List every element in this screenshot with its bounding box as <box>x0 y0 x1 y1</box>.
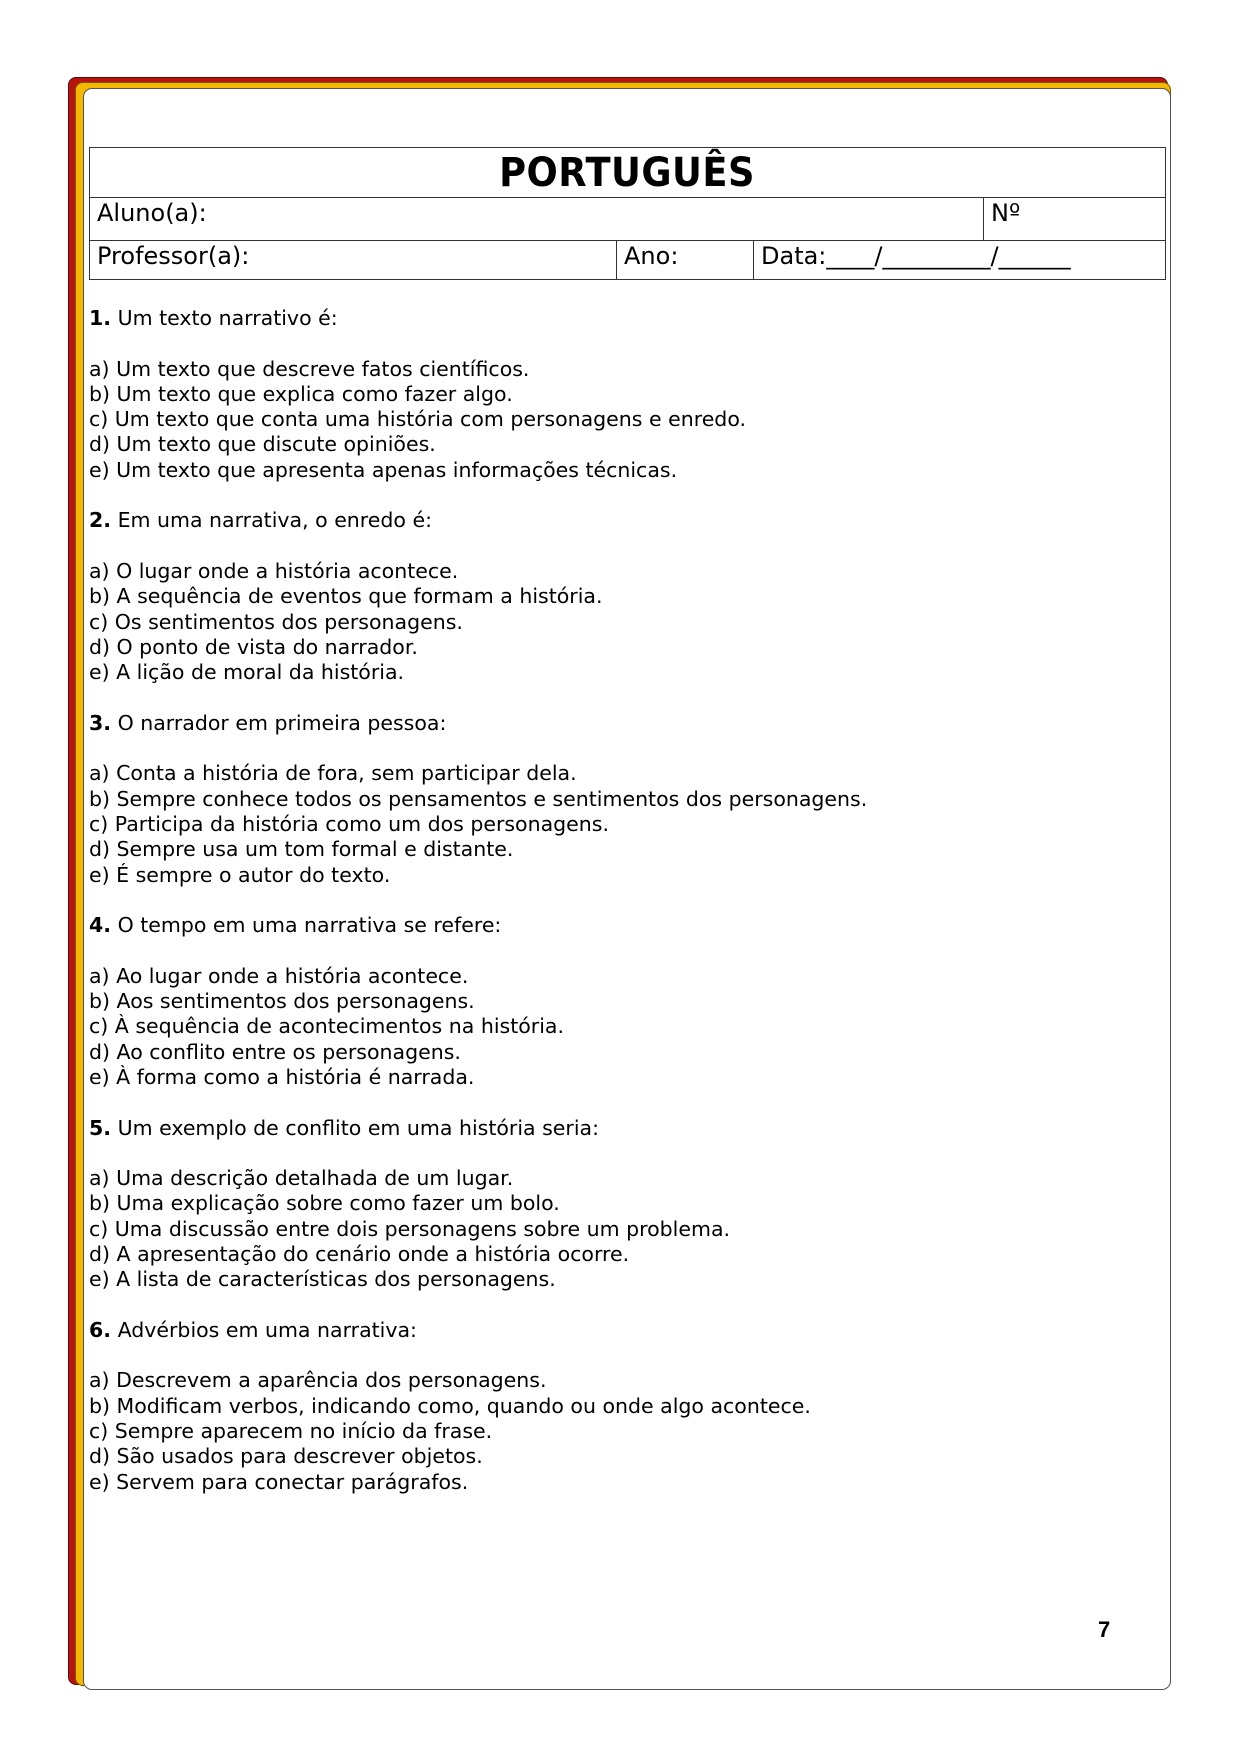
answer-option[interactable]: a) Descrevem a aparência dos personagens. <box>89 1368 547 1393</box>
student-number-field[interactable] <box>984 198 1165 240</box>
question-number: 3. <box>89 710 112 735</box>
answer-option[interactable]: d) Ao conflito entre os personagens. <box>89 1039 461 1064</box>
question-prompt <box>89 913 1149 938</box>
answer-options <box>89 1368 1149 1494</box>
answer-options <box>89 964 1149 1090</box>
student-name-field[interactable] <box>90 198 984 240</box>
teacher-row <box>90 241 1165 279</box>
header-table <box>89 147 1166 280</box>
student-label: Aluno(a): <box>97 199 207 227</box>
answer-option[interactable]: e) A lista de características dos personagens. <box>89 1267 556 1292</box>
answer-option[interactable]: e) É sempre o autor do texto. <box>89 862 391 887</box>
page-number: 7 <box>1098 1617 1111 1642</box>
answer-option[interactable]: e) A lição de moral da história. <box>89 660 405 685</box>
number-label: Nº <box>991 199 1021 227</box>
answer-option[interactable]: e) À forma como a história é narrada. <box>89 1064 475 1089</box>
answer-options <box>89 1166 1149 1292</box>
question-text: O narrador em primeira pessoa: <box>111 710 447 735</box>
answer-option[interactable]: b) Uma explicação sobre como fazer um bolo. <box>89 1191 560 1216</box>
question-text: O tempo em uma narrativa se refere: <box>111 913 502 938</box>
answer-options <box>89 357 1149 483</box>
question-text: Em uma narrativa, o enredo é: <box>111 508 432 533</box>
answer-option[interactable]: c) Participa da história como um dos personagens. <box>89 811 609 836</box>
question-number: 1. <box>89 306 112 330</box>
answer-option[interactable]: b) Modificam verbos, indicando como, quando ou onde algo acontece. <box>89 1393 811 1418</box>
question-item <box>89 508 1149 685</box>
question-item <box>89 306 1149 483</box>
answer-option[interactable]: c) Os sentimentos dos personagens. <box>89 609 463 634</box>
answer-options <box>89 559 1149 685</box>
answer-option[interactable]: a) Uma descrição detalhada de um lugar. <box>89 1166 514 1191</box>
date-field[interactable] <box>754 241 1165 279</box>
answer-option[interactable]: d) São usados para descrever objetos. <box>89 1444 483 1469</box>
question-text: Advérbios em uma narrativa: <box>111 1317 417 1342</box>
student-row <box>90 198 1165 241</box>
page-title: PORTUGUÊS <box>499 149 756 196</box>
answer-option[interactable]: e) Servem para conectar parágrafos. <box>89 1469 469 1494</box>
question-prompt <box>89 508 1149 533</box>
answer-option[interactable]: b) Um texto que explica como fazer algo. <box>89 381 513 406</box>
answer-option[interactable]: d) Um texto que discute opiniões. <box>89 432 436 457</box>
question-prompt <box>89 1116 1149 1141</box>
answer-option[interactable]: a) Conta a história de fora, sem participar dela. <box>89 761 577 786</box>
teacher-name-field[interactable] <box>90 241 617 279</box>
questions-list <box>89 306 1149 1520</box>
answer-option[interactable]: c) Um texto que conta uma história com personagens e enredo. <box>89 407 747 432</box>
year-label: Ano: <box>624 242 679 270</box>
date-label: Data:____/_________/______ <box>761 242 1071 270</box>
question-number: 2. <box>89 508 112 533</box>
answer-option[interactable]: a) Ao lugar onde a história acontece. <box>89 963 469 988</box>
answer-option[interactable]: b) Aos sentimentos dos personagens. <box>89 989 475 1014</box>
year-field[interactable] <box>617 241 754 279</box>
answer-option[interactable]: d) O ponto de vista do narrador. <box>89 634 418 659</box>
question-prompt <box>89 711 1149 736</box>
answer-option[interactable]: e) Um texto que apresenta apenas informações técnicas. <box>89 457 678 482</box>
answer-option[interactable]: d) A apresentação do cenário onde a história ocorre. <box>89 1241 630 1266</box>
answer-option[interactable]: c) Uma discussão entre dois personagens sobre um problema. <box>89 1216 731 1241</box>
question-item <box>89 913 1149 1090</box>
teacher-label: Professor(a): <box>97 242 250 270</box>
question-prompt <box>89 306 1149 331</box>
answer-option[interactable]: b) A sequência de eventos que formam a história. <box>89 584 603 609</box>
answer-option[interactable]: a) O lugar onde a história acontece. <box>89 558 459 583</box>
question-prompt <box>89 1318 1149 1343</box>
question-item <box>89 1318 1149 1495</box>
answer-option[interactable]: c) Sempre aparecem no início da frase. <box>89 1419 493 1444</box>
answer-option[interactable]: c) À sequência de acontecimentos na história. <box>89 1014 564 1039</box>
answer-option[interactable]: d) Sempre usa um tom formal e distante. <box>89 837 514 862</box>
question-text: Um exemplo de conflito em uma história seria: <box>111 1115 599 1140</box>
question-item <box>89 711 1149 888</box>
question-item <box>89 1116 1149 1293</box>
title-row <box>90 148 1165 198</box>
question-text: Um texto narrativo é: <box>111 306 338 330</box>
answer-option[interactable]: a) Um texto que descreve fatos científicos. <box>89 356 530 381</box>
question-number: 4. <box>89 913 112 938</box>
question-number: 5. <box>89 1115 112 1140</box>
answer-options <box>89 761 1149 887</box>
answer-option[interactable]: b) Sempre conhece todos os pensamentos e sentimentos dos personagens. <box>89 786 868 811</box>
question-number: 6. <box>89 1317 112 1342</box>
